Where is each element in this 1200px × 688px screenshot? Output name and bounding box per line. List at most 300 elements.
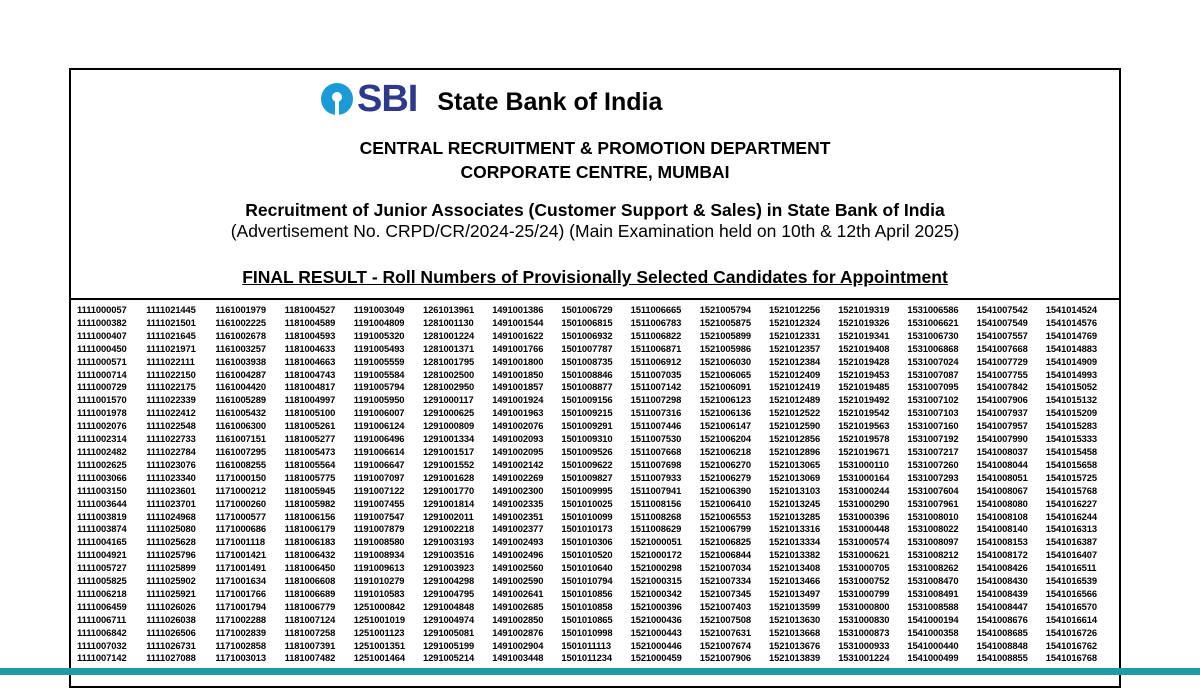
roll-number: 1531000110 bbox=[838, 458, 889, 470]
roll-number: 1531006868 bbox=[907, 342, 959, 354]
roll-number: 1531007604 bbox=[907, 484, 959, 496]
roll-number: 1521000051 bbox=[630, 536, 682, 548]
roll-number: 1501009291 bbox=[561, 420, 613, 432]
roll-number: 1541008447 bbox=[976, 600, 1028, 612]
roll-number: 1181007124 bbox=[284, 613, 336, 625]
roll-number: 1521013839 bbox=[768, 652, 821, 664]
roll-number: 1251001351 bbox=[353, 639, 405, 651]
roll-number: 1111026026 bbox=[146, 600, 196, 612]
roll-number: 1191007547 bbox=[353, 510, 405, 522]
roll-number: 1541016762 bbox=[1045, 639, 1097, 651]
roll-number: 1111025899 bbox=[146, 562, 196, 574]
roll-number: 1191006496 bbox=[353, 433, 405, 445]
roll-number: 1291004974 bbox=[422, 613, 475, 625]
roll-number: 1501009622 bbox=[561, 458, 613, 470]
roll-number: 1511007035 bbox=[630, 368, 682, 380]
roll-number: 1181006432 bbox=[284, 549, 336, 561]
roll-number: 1291001517 bbox=[422, 445, 475, 457]
roll-number: 1491002076 bbox=[492, 420, 544, 432]
roll-number: 1531007293 bbox=[907, 471, 959, 483]
roll-number: 1521019485 bbox=[838, 381, 890, 393]
roll-number: 1161003938 bbox=[215, 355, 267, 367]
roll-number: 1531007160 bbox=[907, 420, 959, 432]
roll-number: 1251000842 bbox=[353, 600, 405, 612]
roll-number: 1511008629 bbox=[630, 523, 682, 535]
roll-number: 1291003193 bbox=[422, 536, 475, 548]
roll-number: 1111023340 bbox=[146, 471, 196, 483]
roll-number: 1111000057 bbox=[77, 304, 127, 315]
roll-number: 1181005945 bbox=[284, 484, 336, 496]
roll-number: 1521012856 bbox=[768, 433, 821, 445]
roll-number: 1531008022 bbox=[907, 523, 959, 535]
roll-number: 1521013316 bbox=[768, 523, 821, 535]
roll-number: 1531000621 bbox=[838, 549, 890, 561]
roll-number: 1501010640 bbox=[561, 562, 613, 574]
roll-number: 1181005100 bbox=[284, 407, 336, 419]
roll-number: 1111003150 bbox=[77, 484, 127, 496]
roll-number: 1521007674 bbox=[699, 639, 751, 651]
roll-number: 1501010794 bbox=[561, 575, 613, 587]
roll-number: 1281001224 bbox=[422, 329, 475, 341]
roll-number: 1521007508 bbox=[699, 613, 751, 625]
roll-number: 1511006783 bbox=[630, 316, 682, 328]
roll-number: 1171000150 bbox=[215, 471, 267, 483]
roll-number: 1521006279 bbox=[699, 471, 751, 483]
roll-number: 1111003066 bbox=[77, 471, 127, 483]
roll-number: 1491003448 bbox=[492, 652, 544, 664]
roll-number: 1541016313 bbox=[1045, 523, 1097, 535]
roll-number: 1541015658 bbox=[1045, 458, 1097, 470]
roll-number: 1541008080 bbox=[976, 497, 1028, 509]
roll-number: 1521006844 bbox=[699, 549, 751, 561]
roll-number: 1491002493 bbox=[492, 536, 544, 548]
roll-number: 1111000571 bbox=[77, 355, 127, 367]
roll-number: 1541016570 bbox=[1045, 600, 1097, 612]
roll-number: 1291004795 bbox=[422, 587, 475, 599]
roll-number: 1111022733 bbox=[146, 433, 196, 445]
roll-number: 1521007334 bbox=[699, 575, 751, 587]
roll-number: 1191006647 bbox=[353, 458, 405, 470]
roll-number: 1521012384 bbox=[768, 355, 821, 367]
roll-number: 1281002950 bbox=[422, 381, 475, 393]
roll-number: 1111022784 bbox=[146, 445, 196, 457]
roll-number: 1521019671 bbox=[838, 445, 890, 457]
roll-number: 1521007345 bbox=[699, 587, 751, 599]
roll-number: 1111006711 bbox=[77, 613, 127, 625]
roll-number: 1521013466 bbox=[768, 575, 821, 587]
roll-number: 1501009827 bbox=[561, 471, 613, 483]
roll-number: 1531008491 bbox=[907, 587, 959, 599]
roll-number: 1521006030 bbox=[699, 355, 751, 367]
roll-number: 1541016726 bbox=[1045, 626, 1097, 638]
roll-number: 1191004809 bbox=[353, 316, 405, 328]
roll-number: 1521006410 bbox=[699, 497, 751, 509]
roll-number: 1111005727 bbox=[77, 562, 127, 574]
roll-number: 1181004589 bbox=[284, 316, 336, 328]
bank-name: State Bank of India bbox=[437, 88, 663, 116]
roll-number: 1111000450 bbox=[77, 342, 127, 354]
roll-number: 1541007755 bbox=[976, 368, 1028, 380]
roll-number: 1181006689 bbox=[284, 587, 336, 599]
roll-number: 1191005559 bbox=[353, 355, 405, 367]
roll-number-grid bbox=[77, 304, 1115, 665]
roll-number: 1521006390 bbox=[699, 484, 751, 496]
roll-number: 1111000407 bbox=[77, 329, 127, 341]
roll-number: 1171002858 bbox=[215, 639, 267, 651]
roll-number: 1251001123 bbox=[353, 626, 405, 638]
roll-number: 1191008580 bbox=[353, 536, 405, 548]
roll-number: 1501008877 bbox=[561, 381, 613, 393]
roll-number: 1541007906 bbox=[976, 394, 1028, 406]
roll-number: 1281002500 bbox=[422, 368, 475, 380]
roll-number: 1521012324 bbox=[768, 316, 821, 328]
roll-number: 1111022339 bbox=[146, 394, 196, 406]
roll-number: 1181005277 bbox=[284, 433, 336, 445]
roll-number: 1541015052 bbox=[1045, 381, 1097, 393]
roll-number: 1111025796 bbox=[146, 549, 196, 561]
roll-number: 1541015725 bbox=[1045, 471, 1097, 483]
roll-number: 1111022150 bbox=[146, 368, 196, 380]
roll-number: 1291001334 bbox=[422, 433, 475, 445]
roll-number: 1541000194 bbox=[907, 613, 959, 625]
roll-number: 1541008108 bbox=[976, 510, 1028, 522]
roll-number: 1111021501 bbox=[146, 316, 196, 328]
roll-number: 1521000446 bbox=[630, 639, 682, 651]
roll-number: 1171001634 bbox=[215, 575, 267, 587]
roll-number: 1501010856 bbox=[561, 587, 613, 599]
roll-number: 1531008470 bbox=[907, 575, 959, 587]
roll-number: 1191005584 bbox=[353, 368, 405, 380]
roll-number: 1521013382 bbox=[768, 549, 821, 561]
roll-number: 1111026038 bbox=[146, 613, 196, 625]
roll-number: 1171001118 bbox=[215, 536, 265, 548]
roll-number: 1531008588 bbox=[907, 600, 959, 612]
roll-number: 1511007933 bbox=[630, 471, 682, 483]
roll-number: 1491001963 bbox=[492, 407, 544, 419]
department-name: CENTRAL RECRUITMENT & PROMOTION DEPARTMENT bbox=[359, 138, 831, 158]
roll-number: 1501010520 bbox=[561, 549, 613, 561]
roll-number: 1161005432 bbox=[215, 407, 267, 419]
roll-number: 1511007446 bbox=[630, 420, 682, 432]
roll-number: 1181004817 bbox=[284, 381, 336, 393]
roll-number: 1501011234 bbox=[561, 652, 613, 664]
roll-number: 1181006608 bbox=[284, 575, 336, 587]
roll-number: 1541008855 bbox=[976, 652, 1028, 664]
roll-number: 1521013069 bbox=[768, 471, 821, 483]
roll-number: 1521000315 bbox=[630, 575, 682, 587]
roll-number: 1541000358 bbox=[907, 626, 959, 638]
roll-number: 1511007668 bbox=[630, 445, 682, 457]
roll-number: 1521013245 bbox=[768, 497, 821, 509]
roll-number: 1191005320 bbox=[353, 329, 405, 341]
roll-number: 1291001814 bbox=[422, 497, 475, 509]
roll-number: 1521000443 bbox=[630, 626, 682, 638]
roll-number: 1181004997 bbox=[284, 394, 336, 406]
roll-number: 1521019563 bbox=[838, 420, 890, 432]
roll-number: 1491002377 bbox=[492, 523, 544, 535]
roll-number: 1541008685 bbox=[976, 626, 1028, 638]
roll-number: 1521013408 bbox=[768, 562, 821, 574]
roll-number: 1541007557 bbox=[976, 329, 1028, 341]
roll-number: 1501010306 bbox=[561, 536, 613, 548]
roll-number: 1511008268 bbox=[630, 510, 682, 522]
roll-number: 1491002496 bbox=[492, 549, 544, 561]
roll-number: 1521007906 bbox=[699, 652, 751, 664]
roll-number: 1541007729 bbox=[976, 355, 1028, 367]
roll-number: 1521012522 bbox=[768, 407, 821, 419]
roll-number: 1531000574 bbox=[838, 536, 890, 548]
roll-number: 1531000830 bbox=[838, 613, 890, 625]
roll-number: 1191007879 bbox=[353, 523, 405, 535]
roll-number: 1171001794 bbox=[215, 600, 267, 612]
roll-number: 1531007192 bbox=[907, 433, 959, 445]
roll-number: 1531007102 bbox=[907, 394, 959, 406]
roll-number: 1181007482 bbox=[284, 652, 336, 664]
roll-number: 1521000172 bbox=[630, 549, 682, 561]
roll-number: 1291000625 bbox=[422, 407, 475, 419]
roll-number: 1181005775 bbox=[284, 471, 336, 483]
roll-number: 1541016387 bbox=[1045, 536, 1097, 548]
roll-number: 1541008848 bbox=[976, 639, 1028, 651]
roll-number: 1511007316 bbox=[630, 407, 682, 419]
roll-number: 1501010173 bbox=[561, 523, 613, 535]
roll-number: 1511007142 bbox=[630, 381, 682, 393]
roll-number: 1251001019 bbox=[353, 613, 405, 625]
roll-number: 1181005564 bbox=[284, 458, 336, 470]
roll-number: 1531000290 bbox=[838, 497, 890, 509]
roll-number: 1161006300 bbox=[215, 420, 267, 432]
roll-number: 1191006007 bbox=[353, 407, 405, 419]
roll-number: 1181004743 bbox=[284, 368, 336, 380]
roll-number: 1541015333 bbox=[1045, 433, 1097, 445]
roll-number: 1111025921 bbox=[146, 587, 196, 599]
roll-number: 1541016511 bbox=[1045, 562, 1097, 574]
roll-number: 1111022412 bbox=[146, 407, 196, 419]
roll-number: 1521019408 bbox=[838, 342, 890, 354]
roll-number: 1531000396 bbox=[838, 510, 890, 522]
roll-number: 1541008051 bbox=[976, 471, 1028, 483]
roll-number: 1191009613 bbox=[353, 562, 405, 574]
roll-number: 1531006586 bbox=[907, 304, 959, 315]
roll-number: 1111000714 bbox=[77, 368, 127, 380]
roll-number: 1521006204 bbox=[699, 433, 751, 445]
roll-number: 1521012357 bbox=[768, 342, 821, 354]
roll-number: 1291003923 bbox=[422, 562, 475, 574]
roll-number: 1171001491 bbox=[215, 562, 267, 574]
roll-number: 1521019578 bbox=[838, 433, 890, 445]
roll-number: 1171003013 bbox=[215, 652, 267, 664]
roll-number: 1111002625 bbox=[77, 458, 127, 470]
roll-number: 1111026731 bbox=[146, 639, 196, 651]
roll-number: 1171001421 bbox=[215, 549, 267, 561]
roll-number: 1521006147 bbox=[699, 420, 751, 432]
roll-number: 1491001924 bbox=[492, 394, 544, 406]
roll-number: 1181004527 bbox=[284, 304, 336, 315]
roll-number: 1501008846 bbox=[561, 368, 613, 380]
roll-number: 1541008426 bbox=[976, 562, 1028, 574]
roll-number: 1111021645 bbox=[146, 329, 196, 341]
roll-number: 1191007455 bbox=[353, 497, 405, 509]
roll-number: 1161002225 bbox=[215, 316, 267, 328]
roll-number: 1531000933 bbox=[838, 639, 890, 651]
roll-number: 1521000342 bbox=[630, 587, 682, 599]
roll-number: 1501008735 bbox=[561, 355, 613, 367]
roll-number: 1521013630 bbox=[768, 613, 821, 625]
roll-number: 1181006183 bbox=[284, 536, 336, 548]
roll-number: 1111025628 bbox=[146, 536, 196, 548]
roll-number: 1531006621 bbox=[907, 316, 959, 328]
roll-number: 1111007142 bbox=[77, 652, 127, 664]
roll-number: 1521000396 bbox=[630, 600, 682, 612]
roll-number: 1531007095 bbox=[907, 381, 959, 393]
roll-number: 1521005986 bbox=[699, 342, 751, 354]
roll-number: 1501010099 bbox=[561, 510, 613, 522]
roll-number: 1541015283 bbox=[1045, 420, 1097, 432]
roll-number: 1111002482 bbox=[77, 445, 127, 457]
roll-number: 1291001770 bbox=[422, 484, 475, 496]
roll-number: 1291002011 bbox=[422, 510, 474, 522]
roll-number: 1111006218 bbox=[77, 587, 127, 599]
roll-number: 1521005899 bbox=[699, 329, 751, 341]
roll-number: 1181004663 bbox=[284, 355, 336, 367]
roll-number: 1511007941 bbox=[630, 484, 682, 496]
roll-number: 1541014769 bbox=[1045, 329, 1097, 341]
roll-number: 1491001544 bbox=[492, 316, 544, 328]
roll-number: 1181006179 bbox=[284, 523, 336, 535]
roll-number: 1111007032 bbox=[77, 639, 127, 651]
roll-number: 1491002685 bbox=[492, 600, 544, 612]
roll-number: 1161004420 bbox=[215, 381, 267, 393]
roll-number: 1261013961 bbox=[422, 304, 475, 315]
roll-number: 1501009310 bbox=[561, 433, 613, 445]
roll-number: 1521006065 bbox=[699, 368, 751, 380]
roll-number: 1521012419 bbox=[768, 381, 821, 393]
roll-number: 1291004848 bbox=[422, 600, 475, 612]
roll-number: 1291005214 bbox=[422, 652, 475, 664]
roll-number: 1531000705 bbox=[838, 562, 890, 574]
roll-number: 1111023701 bbox=[146, 497, 196, 509]
recruitment-title: Recruitment of Junior Associates (Customer Support & Sales) in State Bank of India bbox=[245, 200, 945, 220]
roll-number: 1521007403 bbox=[699, 600, 751, 612]
roll-number: 1291004298 bbox=[422, 575, 475, 587]
roll-number: 1171000260 bbox=[215, 497, 267, 509]
roll-number: 1541008067 bbox=[976, 484, 1028, 496]
roll-number: 1511007298 bbox=[630, 394, 682, 406]
roll-number: 1541008439 bbox=[976, 587, 1028, 599]
roll-number: 1111002314 bbox=[77, 433, 127, 445]
roll-number: 1541016407 bbox=[1045, 549, 1097, 561]
roll-number: 1541016614 bbox=[1045, 613, 1097, 625]
roll-number: 1521013497 bbox=[768, 587, 821, 599]
roll-number: 1521013103 bbox=[768, 484, 821, 496]
roll-number: 1501006815 bbox=[561, 316, 613, 328]
roll-number: 1171000686 bbox=[215, 523, 267, 535]
roll-number: 1531000873 bbox=[838, 626, 890, 638]
roll-number: 1491001766 bbox=[492, 342, 544, 354]
sbi-keyhole-icon bbox=[321, 83, 353, 115]
roll-number: 1161007151 bbox=[215, 433, 267, 445]
roll-number: 1191007122 bbox=[353, 484, 405, 496]
roll-number: 1111026506 bbox=[146, 626, 196, 638]
roll-number: 1491002876 bbox=[492, 626, 544, 638]
roll-number: 1521012256 bbox=[768, 304, 821, 315]
roll-number: 1491001857 bbox=[492, 381, 544, 393]
roll-number: 1521007631 bbox=[699, 626, 751, 638]
roll-number: 1521012409 bbox=[768, 368, 821, 380]
roll-number: 1531007217 bbox=[907, 445, 959, 457]
roll-number: 1521019542 bbox=[838, 407, 890, 419]
roll-number: 1111021445 bbox=[146, 304, 196, 315]
roll-number: 1521000298 bbox=[630, 562, 682, 574]
roll-number: 1541014524 bbox=[1045, 304, 1097, 315]
roll-number: 1521019341 bbox=[838, 329, 890, 341]
roll-number: 1191005493 bbox=[353, 342, 405, 354]
result-document bbox=[69, 68, 1121, 688]
roll-number: 1541007668 bbox=[976, 342, 1028, 354]
roll-number: 1291000117 bbox=[422, 394, 474, 406]
roll-number: 1541007957 bbox=[976, 420, 1028, 432]
roll-number: 1531000799 bbox=[838, 587, 890, 599]
roll-number: 1171002839 bbox=[215, 626, 267, 638]
roll-number: 1181004593 bbox=[284, 329, 336, 341]
roll-number: 1541014576 bbox=[1045, 316, 1097, 328]
roll-number: 1111003644 bbox=[77, 497, 127, 509]
roll-number: 1541016539 bbox=[1045, 575, 1097, 587]
roll-number: 1531007961 bbox=[907, 497, 959, 509]
roll-number: 1531008097 bbox=[907, 536, 959, 548]
roll-number: 1491002590 bbox=[492, 575, 544, 587]
roll-number: 1541008676 bbox=[976, 613, 1028, 625]
roll-number: 1511007530 bbox=[630, 433, 682, 445]
roll-number: 1521006136 bbox=[699, 407, 751, 419]
roll-number: 1541007549 bbox=[976, 316, 1028, 328]
roll-number: 1501006729 bbox=[561, 304, 613, 315]
roll-number: 1111005825 bbox=[77, 575, 127, 587]
roll-number: 1501009995 bbox=[561, 484, 613, 496]
roll-number: 1111006459 bbox=[77, 600, 127, 612]
roll-number: 1161001979 bbox=[215, 304, 267, 315]
roll-number: 1501010865 bbox=[561, 613, 613, 625]
roll-number: 1491002095 bbox=[492, 445, 544, 457]
roll-number: 1191003049 bbox=[353, 304, 405, 315]
roll-number: 1531000752 bbox=[838, 575, 890, 587]
roll-number: 1491001386 bbox=[492, 304, 544, 315]
roll-number: 1291000809 bbox=[422, 420, 475, 432]
sbi-logo bbox=[321, 79, 662, 119]
roll-number: 1501009215 bbox=[561, 407, 613, 419]
roll-number: 1281001371 bbox=[422, 342, 475, 354]
roll-number: 1541008430 bbox=[976, 575, 1028, 587]
roll-number: 1541015458 bbox=[1045, 445, 1097, 457]
roll-number: 1531007260 bbox=[907, 458, 959, 470]
roll-number: 1521013676 bbox=[768, 639, 821, 651]
roll-number: 1191010583 bbox=[353, 587, 405, 599]
roll-number: 1281001795 bbox=[422, 355, 475, 367]
roll-number: 1161008255 bbox=[215, 458, 267, 470]
roll-number: 1521012590 bbox=[768, 420, 821, 432]
roll-number: 1521006123 bbox=[699, 394, 751, 406]
roll-number: 1521019319 bbox=[838, 304, 890, 315]
roll-number: 1511006912 bbox=[630, 355, 682, 367]
roll-number: 1191006124 bbox=[353, 420, 405, 432]
sbi-logo-text: SBI bbox=[357, 78, 418, 120]
roll-number: 1181005261 bbox=[284, 420, 336, 432]
roll-number: 1541008140 bbox=[976, 523, 1028, 535]
roll-number: 1161007295 bbox=[215, 445, 267, 457]
roll-number: 1491002335 bbox=[492, 497, 544, 509]
roll-number: 1111022548 bbox=[146, 420, 196, 432]
roll-number: 1501006932 bbox=[561, 329, 613, 341]
